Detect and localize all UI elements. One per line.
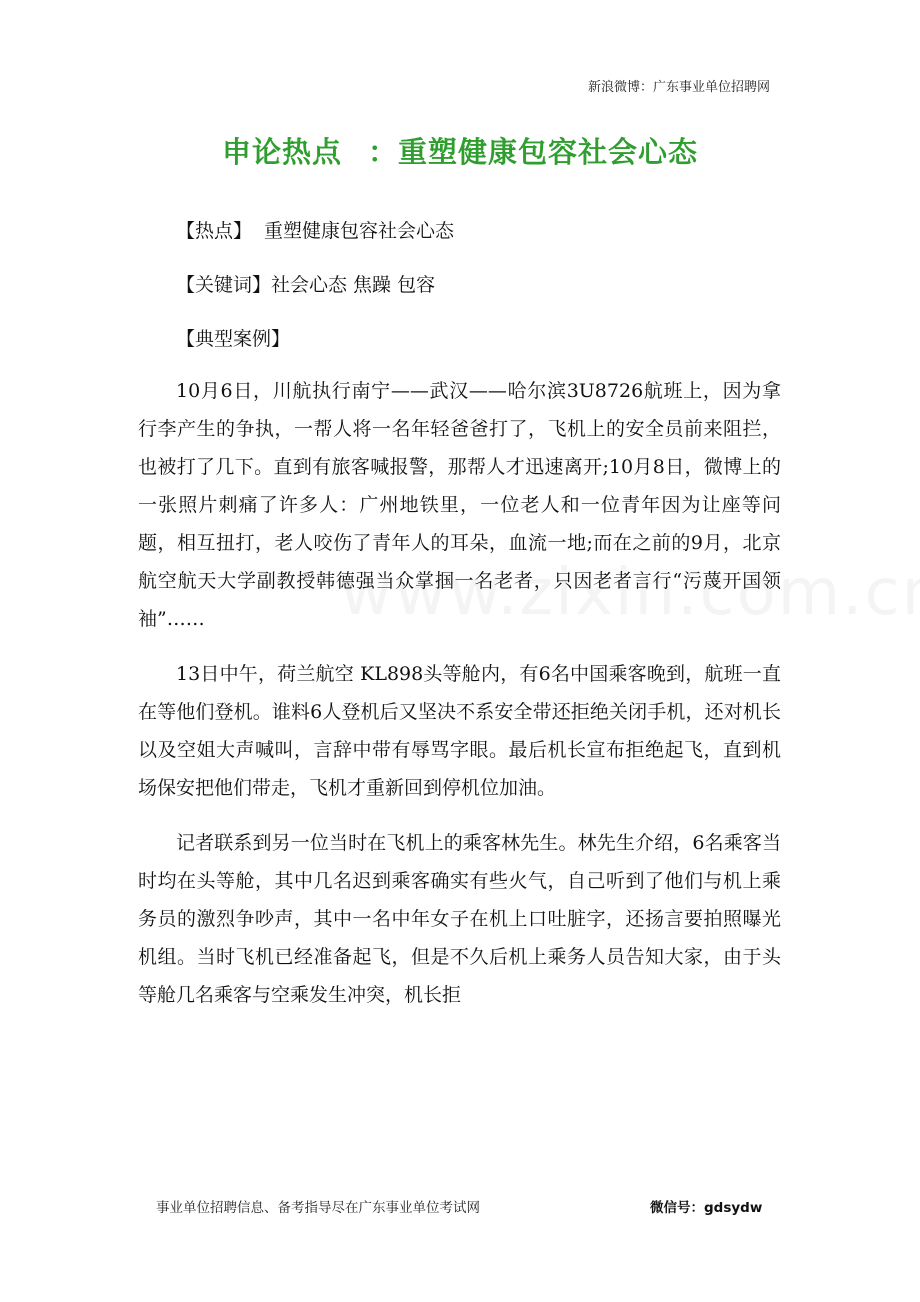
paragraph: 10月6日，川航执行南宁——武汉——哈尔滨3U8726航班上，因为拿行李产生的争执，一帮人将一名年轻爸爸打了，飞机上的安全员前来阻拦，也被打了几下。直到有旅客喊报警，那帮人才迅速离开;10月8日，微博上的一张照片刺痛了许多人：广州地铁里，一位老人和一位青年因为让座等问题，相互扭打，老人咬伤了青年人的耳朵，血流一地;而在之前的9月，北京航空航天大学副教授韩德强当众掌掴一名老者，只因老者言行“污蔑开国领袖”…… [138,380,781,630]
hot-label: 【热点】 [176,220,253,242]
meta-hot [176,216,454,243]
page-header-weibo: 新浪微博：广东事业单位招聘网 [587,80,770,95]
article-body [138,372,781,1031]
hot-value: 重塑健康包容社会心态 [264,220,455,242]
page-title [0,130,920,171]
title-part2: ：重塑健康包容社会心态 [368,135,699,169]
keywords-value: 社会心态 焦躁 包容 [271,274,436,296]
meta-keywords [176,270,435,297]
case-label: 【典型案例】 [176,328,291,350]
title-part1: 申论热点 [221,135,342,169]
paragraph: 记者联系到另一位当时在飞机上的乘客林先生。林先生介绍，6名乘客当时均在头等舱，其中几名迟到乘客确实有些火气，自己听到了他们与机上乘务员的激烈争吵声，其中一名中年女子在机上口吐脏字，还扬言要拍照曝光机组。当时飞机已经准备起飞，但是不久后机上乘务人员告知大家，由于头等舱几名乘客与空乘发生冲突，机长拒 [138,832,781,1006]
paragraph: 13日中午，荷兰航空 KL898头等舱内，有6名中国乘客晚到，航班一直在等他们登机。谁料6人登机后又坚决不系安全带还拒绝关闭手机，还对机长以及空姐大声喊叫，言辞中带有辱骂字眼。最后机长宣布拒绝起飞，直到机场保安把他们带走，飞机才重新回到停机位加油。 [138,663,781,799]
meta-case [176,324,290,351]
footer-slogan: 事业单位招聘信息、备考指导尽在广东事业单位考试网 [156,1200,480,1216]
keywords-label: 【关键词】 [176,274,272,296]
footer-wechat: 微信号：gdsydw [650,1200,763,1216]
